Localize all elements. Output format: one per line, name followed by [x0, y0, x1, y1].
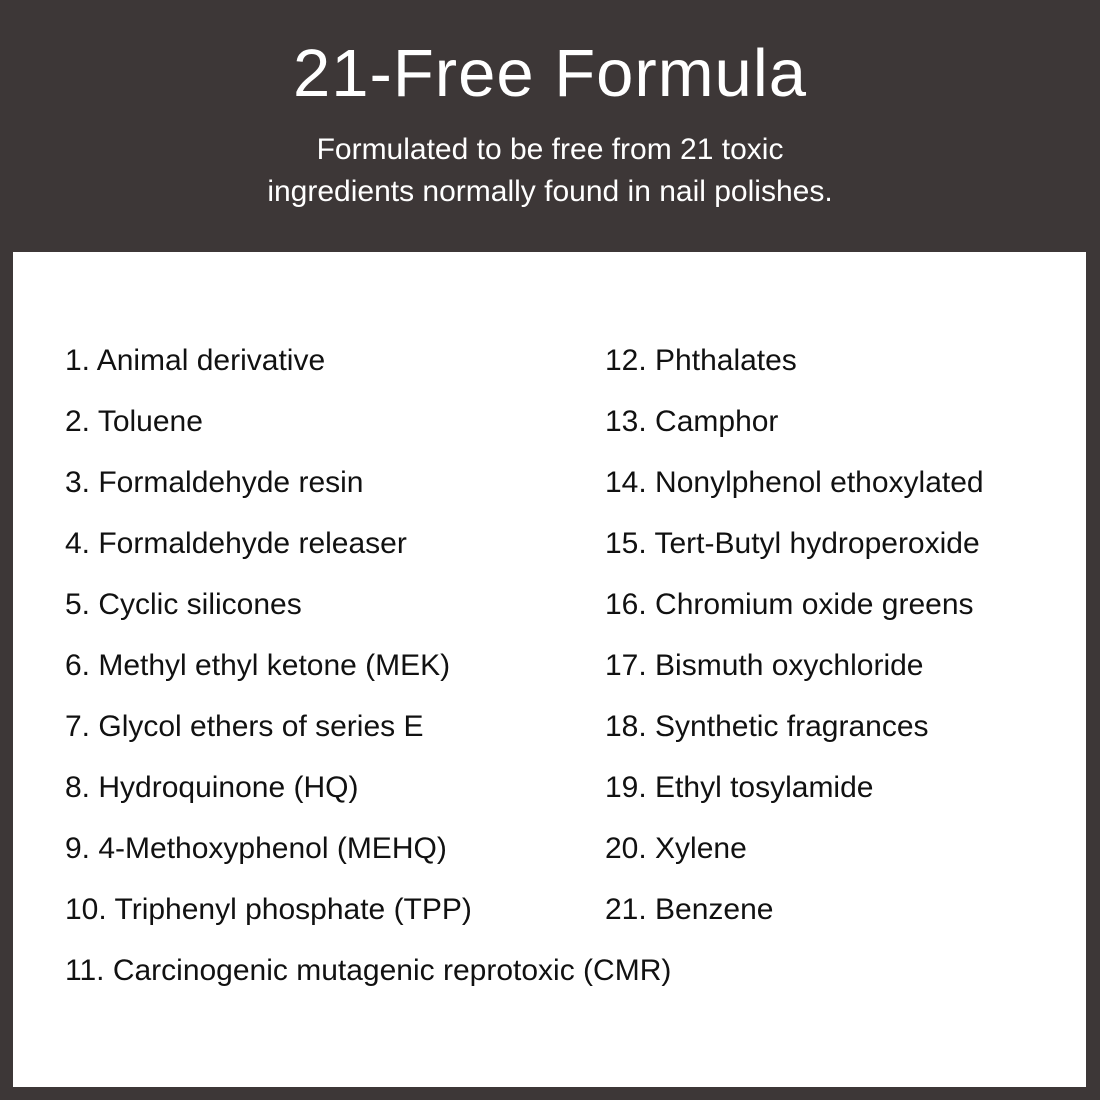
- list-item: 10. Triphenyl phosphate (TPP): [65, 892, 472, 926]
- list-item: 12. Phthalates: [605, 343, 797, 377]
- ingredients-panel: [13, 252, 1086, 1087]
- ingredients-columns: [65, 330, 1076, 1001]
- list-item: 4. Formaldehyde releaser: [65, 526, 407, 560]
- list-item: 18. Synthetic fragrances: [605, 709, 929, 743]
- list-item: 20. Xylene: [605, 831, 747, 865]
- list-item: 16. Chromium oxide greens: [605, 587, 974, 621]
- list-item: 19. Ethyl tosylamide: [605, 770, 874, 804]
- list-item: 2. Toluene: [65, 404, 203, 438]
- list-item: 17. Bismuth oxychloride: [605, 648, 924, 682]
- list-item: 5. Cyclic silicones: [65, 587, 302, 621]
- list-item: 3. Formaldehyde resin: [65, 465, 364, 499]
- subtitle-line-1: Formulated to be free from 21 toxic: [316, 133, 784, 166]
- subtitle: [0, 107, 1100, 213]
- list-item: 21. Benzene: [605, 892, 774, 926]
- right-column: [605, 330, 1076, 1001]
- list-item: 1. Animal derivative: [65, 343, 326, 377]
- header: [0, 0, 1100, 252]
- subtitle-line-2: ingredients normally found in nail polishes.: [267, 175, 833, 208]
- page-title: 21-Free Formula: [293, 36, 807, 111]
- left-column: [65, 330, 672, 1001]
- list-item: 8. Hydroquinone (HQ): [65, 770, 359, 804]
- list-item: 13. Camphor: [605, 404, 779, 438]
- list-item: 6. Methyl ethyl ketone (MEK): [65, 648, 451, 682]
- list-item: 15. Tert-Butyl hydroperoxide: [605, 526, 980, 560]
- list-item: 14. Nonylphenol ethoxylated: [605, 465, 984, 499]
- list-item: 7. Glycol ethers of series E: [65, 709, 424, 743]
- list-item: 9. 4-Methoxyphenol (MEHQ): [65, 831, 447, 865]
- list-item: 11. Carcinogenic mutagenic reprotoxic (CMR): [65, 953, 672, 987]
